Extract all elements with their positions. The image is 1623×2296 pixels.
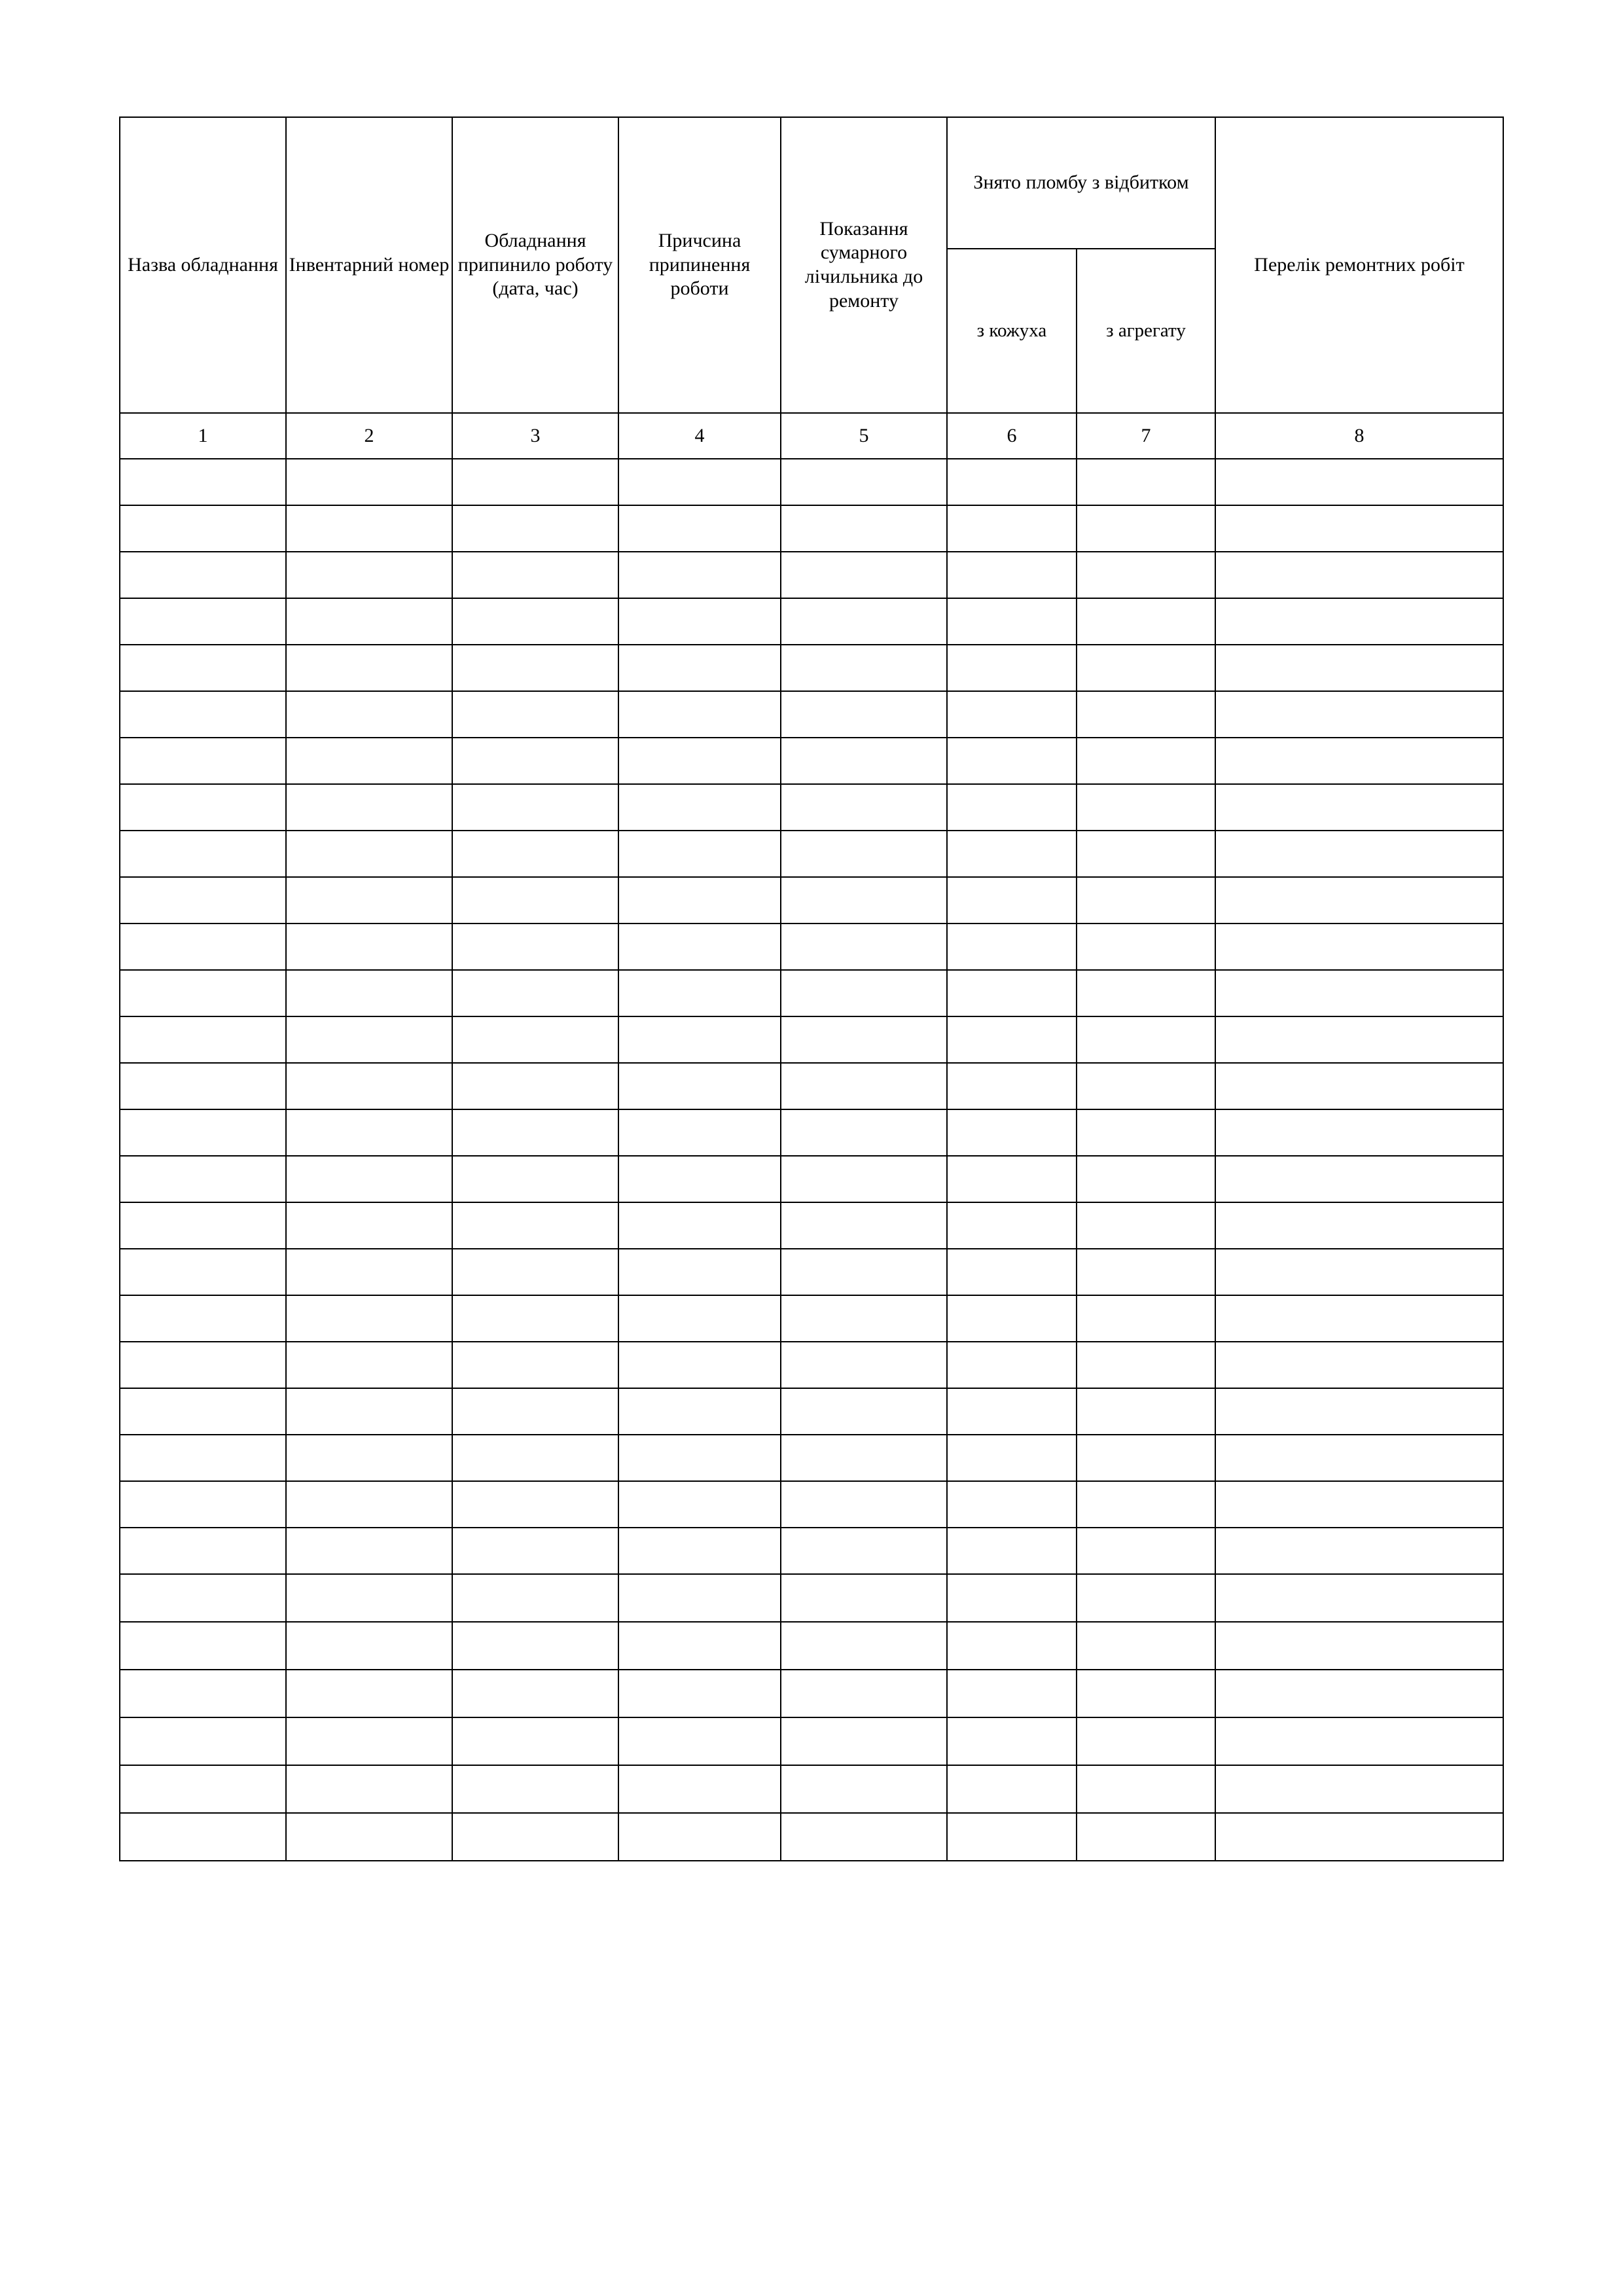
table-row: [120, 1481, 1503, 1528]
table-row: [120, 784, 1503, 831]
table-cell[interactable]: [618, 1109, 781, 1156]
table-cell[interactable]: [947, 552, 1077, 598]
header-row-main: [120, 117, 1503, 249]
table-row: [120, 924, 1503, 970]
table-cell[interactable]: [618, 1435, 781, 1481]
table-cell[interactable]: [1215, 1342, 1503, 1388]
table-row: [120, 970, 1503, 1016]
header-stop-datetime: Обладнання припинило роботу (дата, час): [452, 117, 618, 413]
table-cell[interactable]: [120, 691, 286, 738]
table-cell[interactable]: [120, 1528, 286, 1574]
table-cell[interactable]: [452, 1622, 618, 1670]
table-cell[interactable]: [618, 1388, 781, 1435]
table-cell[interactable]: [452, 1016, 618, 1063]
table-cell[interactable]: [618, 1295, 781, 1342]
table-cell[interactable]: [1077, 1016, 1215, 1063]
table-cell[interactable]: [618, 552, 781, 598]
table-cell[interactable]: [286, 924, 452, 970]
table-row: [120, 1574, 1503, 1622]
table-cell[interactable]: [618, 645, 781, 691]
table-cell[interactable]: [120, 552, 286, 598]
table-cell[interactable]: [286, 1016, 452, 1063]
table-cell[interactable]: [947, 1295, 1077, 1342]
table-cell[interactable]: [120, 1388, 286, 1435]
table-cell[interactable]: [286, 831, 452, 877]
table-cell[interactable]: [452, 1670, 618, 1717]
table-cell[interactable]: [1215, 1528, 1503, 1574]
table-cell[interactable]: [1215, 1202, 1503, 1249]
table-cell[interactable]: [452, 1435, 618, 1481]
table-cell[interactable]: [947, 1202, 1077, 1249]
column-number-row: [120, 413, 1503, 459]
table-cell[interactable]: [1077, 1342, 1215, 1388]
table-cell[interactable]: [452, 552, 618, 598]
table-cell[interactable]: [947, 1481, 1077, 1528]
table-cell[interactable]: [947, 691, 1077, 738]
table-row: [120, 1765, 1503, 1813]
table-cell[interactable]: [120, 505, 286, 552]
table-cell[interactable]: [1215, 1481, 1503, 1528]
table-cell[interactable]: [120, 645, 286, 691]
table-cell[interactable]: [452, 970, 618, 1016]
table-cell[interactable]: [781, 1481, 947, 1528]
table-cell[interactable]: [947, 1813, 1077, 1861]
repair-log-table: [119, 117, 1504, 1861]
table-cell[interactable]: [947, 1670, 1077, 1717]
table-cell[interactable]: [120, 970, 286, 1016]
table-cell[interactable]: [1077, 1765, 1215, 1813]
column-number-4: 4: [618, 413, 781, 459]
table-cell[interactable]: [618, 877, 781, 924]
table-cell[interactable]: [781, 738, 947, 784]
table-cell[interactable]: [1077, 1202, 1215, 1249]
table-cell[interactable]: [452, 459, 618, 505]
table-cell[interactable]: [286, 1765, 452, 1813]
table-row: [120, 1156, 1503, 1202]
table-row: [120, 1109, 1503, 1156]
table-row: [120, 598, 1503, 645]
header-seal-from-casing: з кожуха: [947, 249, 1077, 413]
table-cell[interactable]: [947, 505, 1077, 552]
table-cell[interactable]: [1077, 1109, 1215, 1156]
table-cell[interactable]: [1077, 970, 1215, 1016]
table-cell[interactable]: [1215, 1388, 1503, 1435]
table-cell[interactable]: [452, 598, 618, 645]
table-cell[interactable]: [452, 1813, 618, 1861]
table-cell[interactable]: [1077, 1249, 1215, 1295]
table-cell[interactable]: [781, 1528, 947, 1574]
table-cell[interactable]: [781, 831, 947, 877]
table-cell[interactable]: [120, 831, 286, 877]
table-header: [120, 117, 1503, 459]
column-number-1: 1: [120, 413, 286, 459]
table-cell[interactable]: [1215, 784, 1503, 831]
table-cell[interactable]: [120, 1481, 286, 1528]
table-cell[interactable]: [286, 1388, 452, 1435]
table-cell[interactable]: [1215, 1249, 1503, 1295]
table-cell[interactable]: [1215, 1435, 1503, 1481]
table-cell[interactable]: [1077, 505, 1215, 552]
table-cell[interactable]: [452, 1156, 618, 1202]
table-cell[interactable]: [947, 924, 1077, 970]
table-cell[interactable]: [947, 1622, 1077, 1670]
table-cell[interactable]: [1077, 1622, 1215, 1670]
table-cell[interactable]: [120, 1249, 286, 1295]
table-cell[interactable]: [286, 1574, 452, 1622]
table-cell[interactable]: [286, 970, 452, 1016]
table-cell[interactable]: [1077, 784, 1215, 831]
table-cell[interactable]: [286, 552, 452, 598]
table-cell[interactable]: [618, 831, 781, 877]
table-cell[interactable]: [618, 459, 781, 505]
table-cell[interactable]: [286, 1670, 452, 1717]
table-cell[interactable]: [452, 1574, 618, 1622]
table-cell[interactable]: [781, 1574, 947, 1622]
table-cell[interactable]: [452, 1109, 618, 1156]
table-cell[interactable]: [286, 645, 452, 691]
table-row: [120, 1388, 1503, 1435]
repair-log-table-container: [119, 117, 1503, 1861]
table-cell[interactable]: [1077, 924, 1215, 970]
table-cell[interactable]: [1077, 1574, 1215, 1622]
table-cell[interactable]: [1215, 1717, 1503, 1765]
table-cell[interactable]: [1077, 1295, 1215, 1342]
table-cell[interactable]: [618, 1717, 781, 1765]
table-cell[interactable]: [286, 459, 452, 505]
table-cell[interactable]: [781, 1435, 947, 1481]
column-number-8: 8: [1215, 413, 1503, 459]
table-cell[interactable]: [1077, 1156, 1215, 1202]
table-cell[interactable]: [286, 1249, 452, 1295]
table-cell[interactable]: [120, 1622, 286, 1670]
table-cell[interactable]: [452, 505, 618, 552]
table-cell[interactable]: [1215, 1109, 1503, 1156]
table-row: [120, 459, 1503, 505]
table-cell[interactable]: [120, 598, 286, 645]
header-repair-works-list: Перелік ремонтних робіт: [1215, 117, 1503, 413]
table-cell[interactable]: [618, 1574, 781, 1622]
header-inventory-number: Інвентарний номер: [286, 117, 452, 413]
table-cell[interactable]: [947, 1388, 1077, 1435]
table-cell[interactable]: [452, 924, 618, 970]
table-cell[interactable]: [947, 1435, 1077, 1481]
table-cell[interactable]: [1077, 552, 1215, 598]
table-row: [120, 552, 1503, 598]
table-cell[interactable]: [1215, 970, 1503, 1016]
table-cell[interactable]: [618, 598, 781, 645]
header-equipment-name: Назва обладнання: [120, 117, 286, 413]
table-cell[interactable]: [120, 459, 286, 505]
table-cell[interactable]: [781, 1295, 947, 1342]
table-row: [120, 1063, 1503, 1109]
table-cell[interactable]: [1215, 1622, 1503, 1670]
table-cell[interactable]: [947, 1528, 1077, 1574]
table-cell[interactable]: [120, 1435, 286, 1481]
table-row: [120, 1249, 1503, 1295]
table-cell[interactable]: [120, 1813, 286, 1861]
table-cell[interactable]: [947, 1156, 1077, 1202]
table-cell[interactable]: [947, 831, 1077, 877]
table-cell[interactable]: [286, 1717, 452, 1765]
table-cell[interactable]: [452, 1528, 618, 1574]
table-cell[interactable]: [947, 1765, 1077, 1813]
table-cell[interactable]: [452, 1295, 618, 1342]
table-row: [120, 1435, 1503, 1481]
table-cell[interactable]: [781, 784, 947, 831]
table-cell[interactable]: [618, 1813, 781, 1861]
table-cell[interactable]: [781, 1670, 947, 1717]
table-cell[interactable]: [781, 1063, 947, 1109]
table-cell[interactable]: [781, 1765, 947, 1813]
table-cell[interactable]: [120, 1765, 286, 1813]
table-cell[interactable]: [1077, 1670, 1215, 1717]
header-group-seal-removed: Знято пломбу з відбитком: [947, 117, 1215, 249]
table-row: [120, 1813, 1503, 1861]
table-cell[interactable]: [781, 598, 947, 645]
table-cell[interactable]: [618, 1249, 781, 1295]
table-cell[interactable]: [1215, 1670, 1503, 1717]
table-cell[interactable]: [452, 1481, 618, 1528]
table-row: [120, 877, 1503, 924]
table-cell[interactable]: [1215, 1063, 1503, 1109]
table-cell[interactable]: [781, 1622, 947, 1670]
table-cell[interactable]: [120, 1016, 286, 1063]
table-cell[interactable]: [286, 598, 452, 645]
table-row: [120, 1622, 1503, 1670]
table-cell[interactable]: [947, 1717, 1077, 1765]
table-cell[interactable]: [618, 1528, 781, 1574]
table-cell[interactable]: [1215, 1016, 1503, 1063]
table-cell[interactable]: [781, 459, 947, 505]
table-cell[interactable]: [286, 738, 452, 784]
header-seal-from-unit: з агрегату: [1077, 249, 1215, 413]
table-cell[interactable]: [452, 738, 618, 784]
table-cell[interactable]: [947, 1342, 1077, 1388]
table-cell[interactable]: [947, 877, 1077, 924]
table-cell[interactable]: [781, 924, 947, 970]
table-cell[interactable]: [286, 877, 452, 924]
table-cell[interactable]: [286, 1109, 452, 1156]
table-cell[interactable]: [286, 1295, 452, 1342]
table-cell[interactable]: [452, 1765, 618, 1813]
table-cell[interactable]: [781, 970, 947, 1016]
column-number-3: 3: [452, 413, 618, 459]
table-cell[interactable]: [120, 1202, 286, 1249]
table-cell[interactable]: [286, 1622, 452, 1670]
table-cell[interactable]: [781, 1202, 947, 1249]
table-cell[interactable]: [286, 691, 452, 738]
table-cell[interactable]: [618, 1202, 781, 1249]
table-cell[interactable]: [120, 1574, 286, 1622]
table-cell[interactable]: [1215, 552, 1503, 598]
column-number-7: 7: [1077, 413, 1215, 459]
table-cell[interactable]: [1077, 459, 1215, 505]
table-cell[interactable]: [286, 1063, 452, 1109]
table-body: [120, 459, 1503, 1861]
table-cell[interactable]: [947, 1249, 1077, 1295]
table-cell[interactable]: [452, 1249, 618, 1295]
table-cell[interactable]: [781, 1342, 947, 1388]
table-row: [120, 1717, 1503, 1765]
table-cell[interactable]: [781, 1249, 947, 1295]
table-cell[interactable]: [618, 1063, 781, 1109]
table-cell[interactable]: [452, 831, 618, 877]
table-cell[interactable]: [120, 1063, 286, 1109]
table-cell[interactable]: [1077, 691, 1215, 738]
table-cell[interactable]: [1077, 1813, 1215, 1861]
table-row: [120, 505, 1503, 552]
table-row: [120, 1295, 1503, 1342]
table-cell[interactable]: [120, 1670, 286, 1717]
table-cell[interactable]: [947, 1063, 1077, 1109]
table-row: [120, 1016, 1503, 1063]
table-cell[interactable]: [1215, 877, 1503, 924]
table-cell[interactable]: [286, 1813, 452, 1861]
table-cell[interactable]: [618, 970, 781, 1016]
table-cell[interactable]: [452, 1388, 618, 1435]
table-cell[interactable]: [1077, 1388, 1215, 1435]
table-cell[interactable]: [452, 645, 618, 691]
column-number-2: 2: [286, 413, 452, 459]
table-cell[interactable]: [1215, 645, 1503, 691]
table-cell[interactable]: [618, 505, 781, 552]
table-cell[interactable]: [452, 1342, 618, 1388]
table-cell[interactable]: [1215, 1813, 1503, 1861]
table-cell[interactable]: [286, 1156, 452, 1202]
table-cell[interactable]: [1215, 598, 1503, 645]
table-cell[interactable]: [120, 1717, 286, 1765]
table-cell[interactable]: [1215, 924, 1503, 970]
table-cell[interactable]: [120, 877, 286, 924]
table-cell[interactable]: [618, 1765, 781, 1813]
table-cell[interactable]: [1077, 1481, 1215, 1528]
table-cell[interactable]: [1215, 831, 1503, 877]
table-cell[interactable]: [781, 505, 947, 552]
table-cell[interactable]: [947, 738, 1077, 784]
table-cell[interactable]: [1077, 1528, 1215, 1574]
table-cell[interactable]: [618, 738, 781, 784]
table-cell[interactable]: [947, 645, 1077, 691]
table-cell[interactable]: [120, 1295, 286, 1342]
table-cell[interactable]: [781, 1717, 947, 1765]
table-cell[interactable]: [120, 1109, 286, 1156]
table-cell[interactable]: [781, 691, 947, 738]
table-cell[interactable]: [781, 645, 947, 691]
table-cell[interactable]: [1077, 738, 1215, 784]
table-cell[interactable]: [618, 1481, 781, 1528]
table-cell[interactable]: [781, 1016, 947, 1063]
table-cell[interactable]: [452, 877, 618, 924]
header-counter-before-repair: Показання сумарного лічильника до ремонту: [781, 117, 947, 413]
table-cell[interactable]: [618, 1016, 781, 1063]
table-row: [120, 831, 1503, 877]
table-cell[interactable]: [120, 1156, 286, 1202]
column-number-6: 6: [947, 413, 1077, 459]
table-cell[interactable]: [1077, 645, 1215, 691]
table-cell[interactable]: [618, 1156, 781, 1202]
table-row: [120, 1528, 1503, 1574]
table-cell[interactable]: [1077, 1063, 1215, 1109]
table-row: [120, 1342, 1503, 1388]
table-cell[interactable]: [1077, 1435, 1215, 1481]
table-cell[interactable]: [1215, 1765, 1503, 1813]
table-cell[interactable]: [781, 1388, 947, 1435]
table-row: [120, 1202, 1503, 1249]
table-cell[interactable]: [618, 1670, 781, 1717]
table-cell[interactable]: [452, 1717, 618, 1765]
table-cell[interactable]: [1077, 598, 1215, 645]
table-cell[interactable]: [781, 877, 947, 924]
table-cell[interactable]: [947, 598, 1077, 645]
table-cell[interactable]: [286, 505, 452, 552]
header-stop-reason: Причсина припинення роботи: [618, 117, 781, 413]
table-cell[interactable]: [1215, 1574, 1503, 1622]
table-cell[interactable]: [1215, 1295, 1503, 1342]
table-cell[interactable]: [1215, 459, 1503, 505]
table-cell[interactable]: [286, 1342, 452, 1388]
table-cell[interactable]: [1215, 1156, 1503, 1202]
table-cell[interactable]: [120, 1342, 286, 1388]
table-cell[interactable]: [1077, 1717, 1215, 1765]
table-row: [120, 645, 1503, 691]
table-row: [120, 691, 1503, 738]
table-cell[interactable]: [120, 924, 286, 970]
table-cell[interactable]: [781, 1813, 947, 1861]
table-cell[interactable]: [286, 1202, 452, 1249]
table-cell[interactable]: [1077, 877, 1215, 924]
table-cell[interactable]: [618, 691, 781, 738]
table-row: [120, 1670, 1503, 1717]
table-cell[interactable]: [1215, 691, 1503, 738]
table-cell[interactable]: [452, 1063, 618, 1109]
table-cell[interactable]: [286, 784, 452, 831]
table-cell[interactable]: [1215, 505, 1503, 552]
table-row: [120, 738, 1503, 784]
table-cell[interactable]: [947, 784, 1077, 831]
table-cell[interactable]: [120, 738, 286, 784]
table-cell[interactable]: [947, 459, 1077, 505]
table-cell[interactable]: [781, 552, 947, 598]
table-cell[interactable]: [618, 1622, 781, 1670]
table-cell[interactable]: [286, 1435, 452, 1481]
table-cell[interactable]: [618, 924, 781, 970]
table-cell[interactable]: [452, 691, 618, 738]
table-cell[interactable]: [781, 1109, 947, 1156]
column-number-5: 5: [781, 413, 947, 459]
table-cell[interactable]: [781, 1156, 947, 1202]
table-cell[interactable]: [947, 1574, 1077, 1622]
table-cell[interactable]: [618, 784, 781, 831]
table-cell[interactable]: [1215, 738, 1503, 784]
table-cell[interactable]: [947, 1016, 1077, 1063]
table-cell[interactable]: [452, 1202, 618, 1249]
table-cell[interactable]: [452, 784, 618, 831]
table-cell[interactable]: [947, 970, 1077, 1016]
table-cell[interactable]: [286, 1481, 452, 1528]
table-cell[interactable]: [947, 1109, 1077, 1156]
table-cell[interactable]: [120, 784, 286, 831]
table-cell[interactable]: [618, 1342, 781, 1388]
table-cell[interactable]: [286, 1528, 452, 1574]
table-cell[interactable]: [1077, 831, 1215, 877]
